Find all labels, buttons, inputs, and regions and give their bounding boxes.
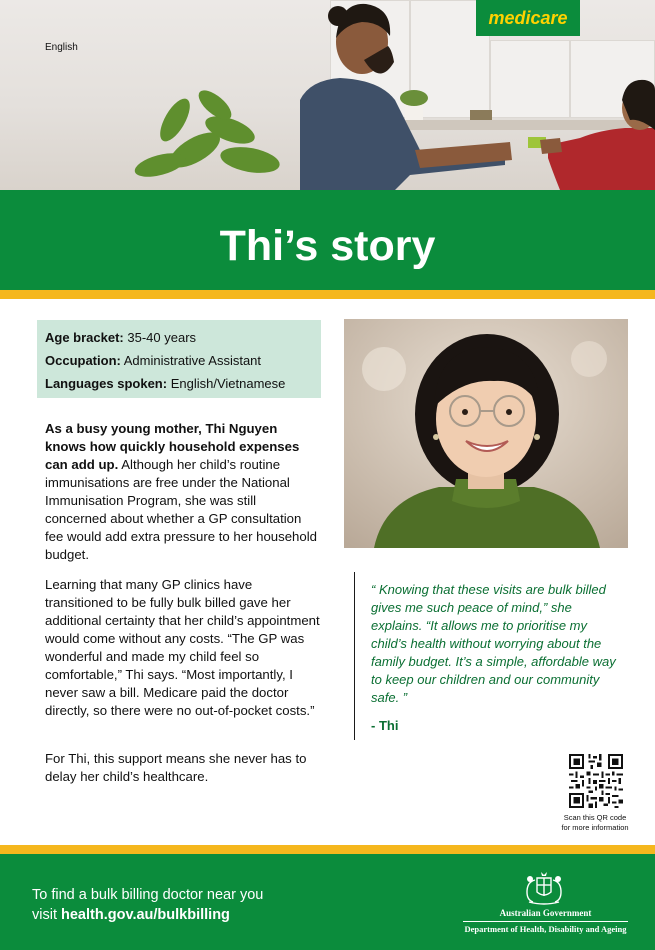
story-lead: As a busy young mother, Thi Nguyen knows how quickly household expenses can add up. (45, 421, 300, 472)
quote-author: - Thi (371, 718, 399, 733)
profile-occupation (45, 349, 313, 372)
languages-value: English/Vietnamese (170, 376, 286, 391)
government-logo (463, 870, 628, 946)
gold-divider-top (0, 290, 655, 299)
footer-top-band (0, 854, 655, 862)
profile-languages (45, 372, 313, 395)
coat-of-arms-icon (521, 870, 567, 906)
testimonial-quote: “ Knowing that these visits are bulk billed gives me such peace of mind,” she explains. “It allows me to prioritise my child’s health without worrying about the family budget. It’s a simple, affordable way to keep our children and our community safe. ” (371, 582, 616, 705)
hero-photo (0, 0, 655, 190)
occupation-label: Occupation: (45, 353, 121, 368)
government-divider (463, 921, 628, 922)
profile-box (37, 320, 321, 398)
portrait-photo (344, 319, 628, 548)
story-paragraph-2: Learning that many GP clinics have transitioned to be fully bulk billed gave her additional certainty that her child’s appointment would come without any costs. “The GP was wonderful and made my child feel so comfortable,” Thi says. “Most importantly, I never saw a bill. Medicare paid the doctor directly, so there were no out-of-pocket costs.” (45, 577, 320, 718)
profile-age (45, 326, 313, 349)
footer (0, 862, 655, 950)
qr-caption-line-1: Scan this QR code (563, 813, 627, 822)
footer-cta-link[interactable]: health.gov.au/bulkbilling (61, 907, 230, 923)
title-band (0, 190, 655, 290)
languages-label: Languages spoken: (45, 376, 168, 391)
page-title: Thi’s story (219, 222, 436, 270)
story-paragraph-3: For Thi, this support means she never has to delay her child’s healthcare. (45, 751, 307, 784)
qr-code[interactable] (569, 754, 623, 808)
department-name: Department of Health, Disability and Ageing (464, 924, 627, 934)
gold-divider-bottom (0, 845, 655, 854)
story-paragraph-1 (45, 420, 320, 564)
government-name: Australian Government (499, 908, 592, 918)
footer-cta-prefix: visit (32, 907, 57, 923)
story-paragraph-1-text: Although her child’s routine immunisations are free under the National Immunisation Program, she was still concerned about whether a GP consultation fee would add extra pressure to her household budget. (45, 457, 317, 562)
language-label: English (45, 42, 78, 53)
medicare-logo: medicare (476, 0, 580, 36)
age-label: Age bracket: (45, 330, 124, 345)
qr-caption-line-2: for more information (561, 823, 629, 832)
footer-cta-line-1: To find a bulk billing doctor near you (32, 887, 264, 903)
quote-rule (354, 572, 355, 740)
age-value: 35-40 years (127, 330, 197, 345)
footer-cta-line-2 (32, 907, 230, 923)
qr-caption (540, 813, 650, 833)
occupation-value: Administrative Assistant (123, 353, 262, 368)
